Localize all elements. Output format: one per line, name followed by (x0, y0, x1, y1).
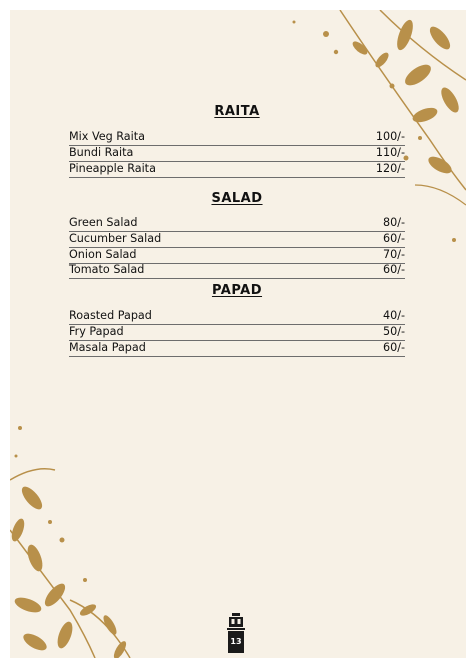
menu-item (69, 146, 405, 162)
menu-item (69, 263, 405, 279)
item-name: Masala Papad (69, 341, 146, 354)
tower-icon (226, 613, 246, 653)
item-name: Pineapple Raita (69, 162, 156, 175)
menu-item (69, 341, 405, 357)
item-price: 100/- (375, 130, 405, 143)
menu-item (69, 162, 405, 178)
item-name: Green Salad (69, 216, 138, 229)
item-name: Cucumber Salad (69, 232, 162, 245)
item-name: Fry Papad (69, 325, 124, 338)
page-number: 13 (230, 637, 242, 646)
menu-item (69, 216, 405, 232)
item-name: Mix Veg Raita (69, 130, 145, 143)
menu-item (69, 325, 405, 341)
item-name: Bundi Raita (69, 146, 134, 159)
section-title-salad: SALAD (211, 191, 263, 206)
item-name: Roasted Papad (69, 309, 152, 322)
item-price: 50/- (382, 325, 405, 338)
item-price: 60/- (382, 232, 405, 245)
section-title-papad: PAPAD (211, 283, 263, 298)
menu-item (69, 232, 405, 248)
item-price: 120/- (375, 162, 405, 175)
item-price: 60/- (382, 341, 405, 354)
item-price: 110/- (375, 146, 405, 159)
item-name: Tomato Salad (69, 263, 145, 276)
item-name: Onion Salad (69, 248, 137, 261)
menu-item (69, 130, 405, 146)
item-price: 70/- (382, 248, 405, 261)
menu-item (69, 309, 405, 325)
menu-item (69, 248, 405, 264)
item-price: 40/- (382, 309, 405, 322)
section-title-raita: RAITA (214, 104, 260, 119)
item-price: 60/- (382, 263, 405, 276)
item-price: 80/- (382, 216, 405, 229)
